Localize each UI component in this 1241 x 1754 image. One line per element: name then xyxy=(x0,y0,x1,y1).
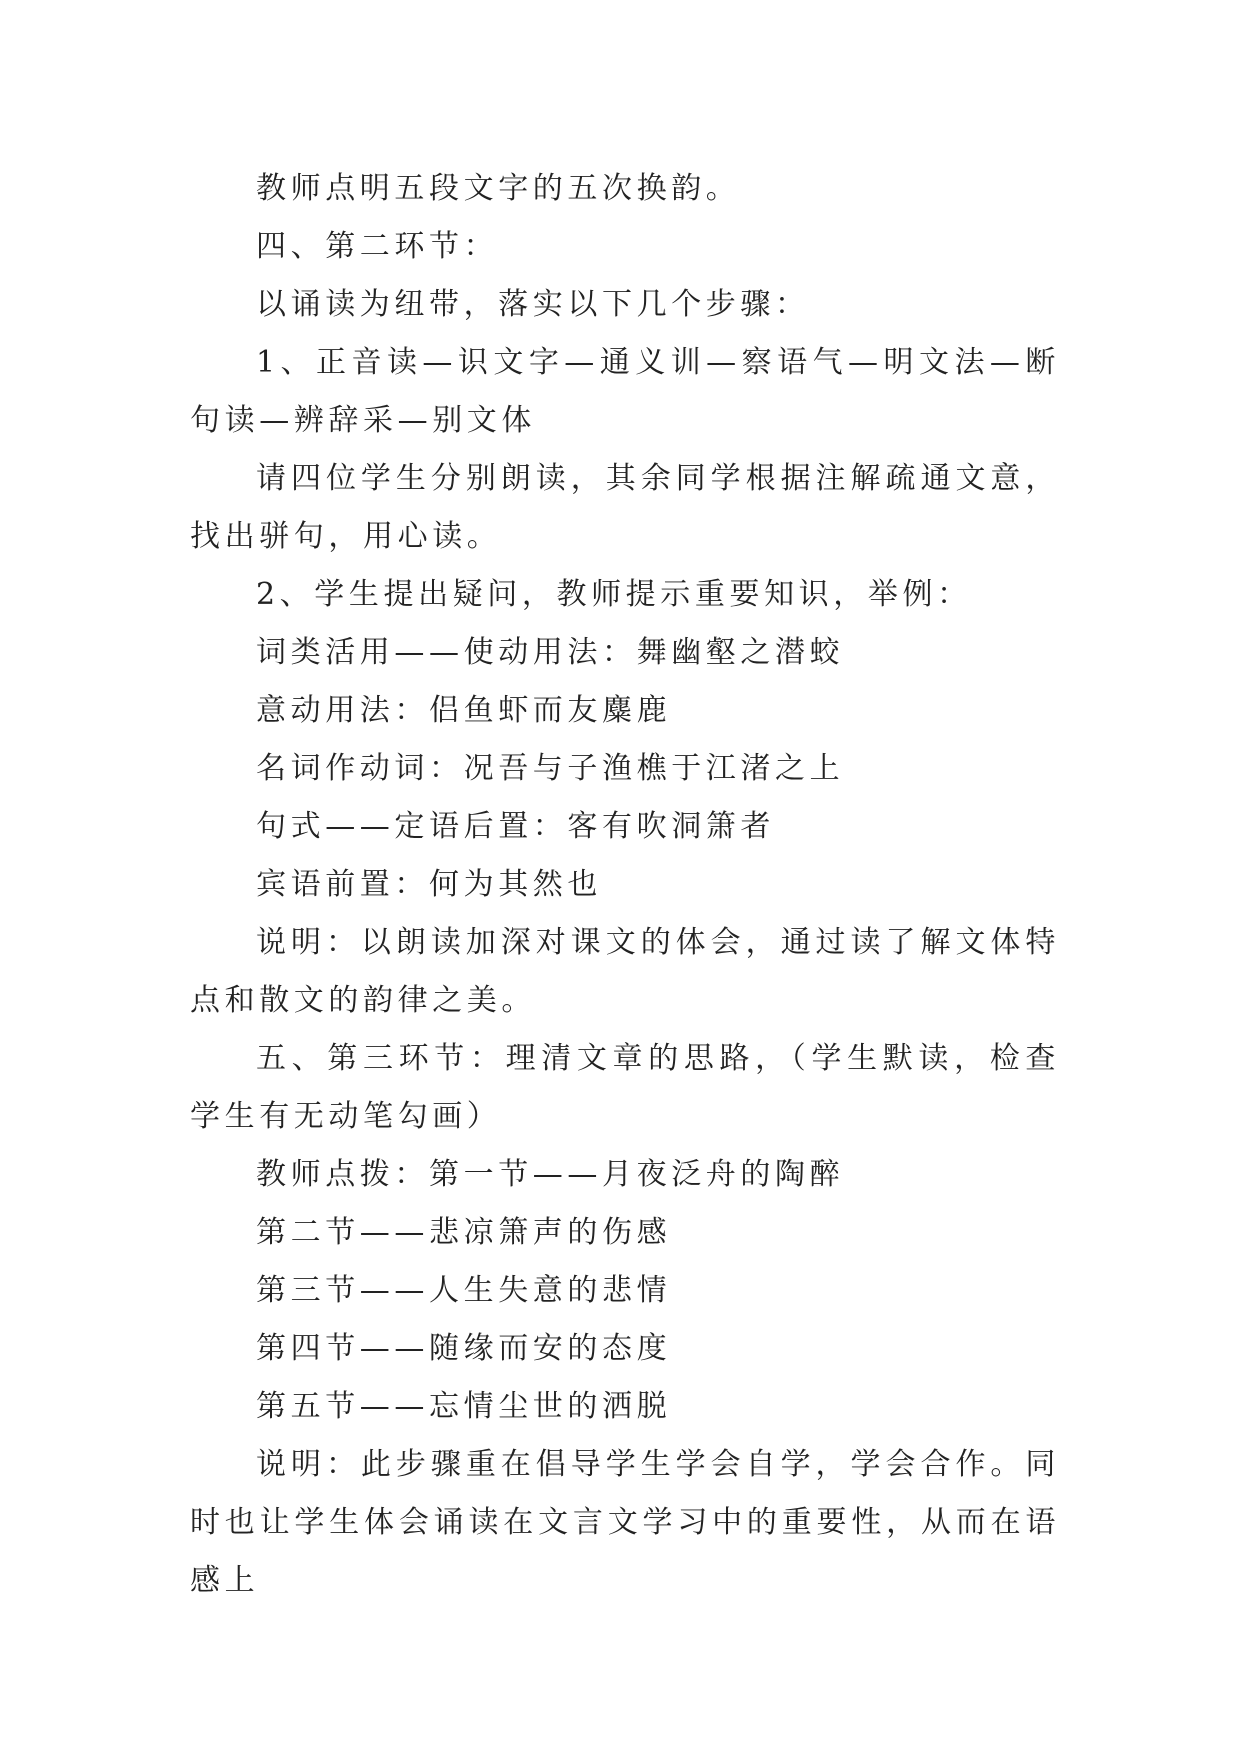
paragraph-step-two: 2、学生提出疑问，教师提示重要知识，举例： xyxy=(256,577,972,612)
paragraph-example-postposed-attributive: 句式——定语后置：客有吹洞箫者 xyxy=(256,809,775,844)
paragraph-section-one: 教师点拨：第一节——月夜泛舟的陶醉 xyxy=(256,1157,845,1192)
heading-section-four: 四、第二环节： xyxy=(256,229,499,264)
paragraph-example-preposed-object: 宾语前置：何为其然也 xyxy=(256,867,602,902)
paragraph-example-causative: 词类活用——使动用法：舞幽壑之潜蛟 xyxy=(256,635,845,670)
paragraph-step-one: 1、正音读—识文字—通义训—察语气—明文法—断句读—辨辞采—别文体 xyxy=(190,345,1060,438)
paragraph-section-two: 第二节——悲凉箫声的伤感 xyxy=(256,1215,672,1250)
paragraph-example-putative: 意动用法：侣鱼虾而友麋鹿 xyxy=(256,693,672,728)
document-body xyxy=(190,160,1060,1610)
heading-section-five: 五、第三环节：理清文章的思路，（学生默读，检查学生有无动笔勾画） xyxy=(190,1041,1060,1134)
paragraph-section-three: 第三节——人生失意的悲情 xyxy=(256,1273,672,1308)
paragraph-explanation-reading: 说明：以朗读加深对课文的体会，通过读了解文体特点和散文的韵律之美。 xyxy=(190,925,1060,1018)
paragraph-steps-intro: 以诵读为纽带，落实以下几个步骤： xyxy=(256,287,810,322)
paragraph-explanation-self-study: 说明：此步骤重在倡导学生学会自学，学会合作。同时也让学生体会诵读在文言文学习中的重要性，从而在语感上 xyxy=(190,1447,1060,1598)
paragraph-section-five: 第五节——忘情尘世的洒脱 xyxy=(256,1389,672,1424)
paragraph-reading-task: 请四位学生分别朗读，其余同学根据注解疏通文意，找出骈句，用心读。 xyxy=(190,461,1060,554)
paragraph-section-four: 第四节——随缘而安的态度 xyxy=(256,1331,672,1366)
paragraph-rhyme-note: 教师点明五段文字的五次换韵。 xyxy=(256,171,741,206)
paragraph-example-noun-verb: 名词作动词：况吾与子渔樵于江渚之上 xyxy=(256,751,845,786)
